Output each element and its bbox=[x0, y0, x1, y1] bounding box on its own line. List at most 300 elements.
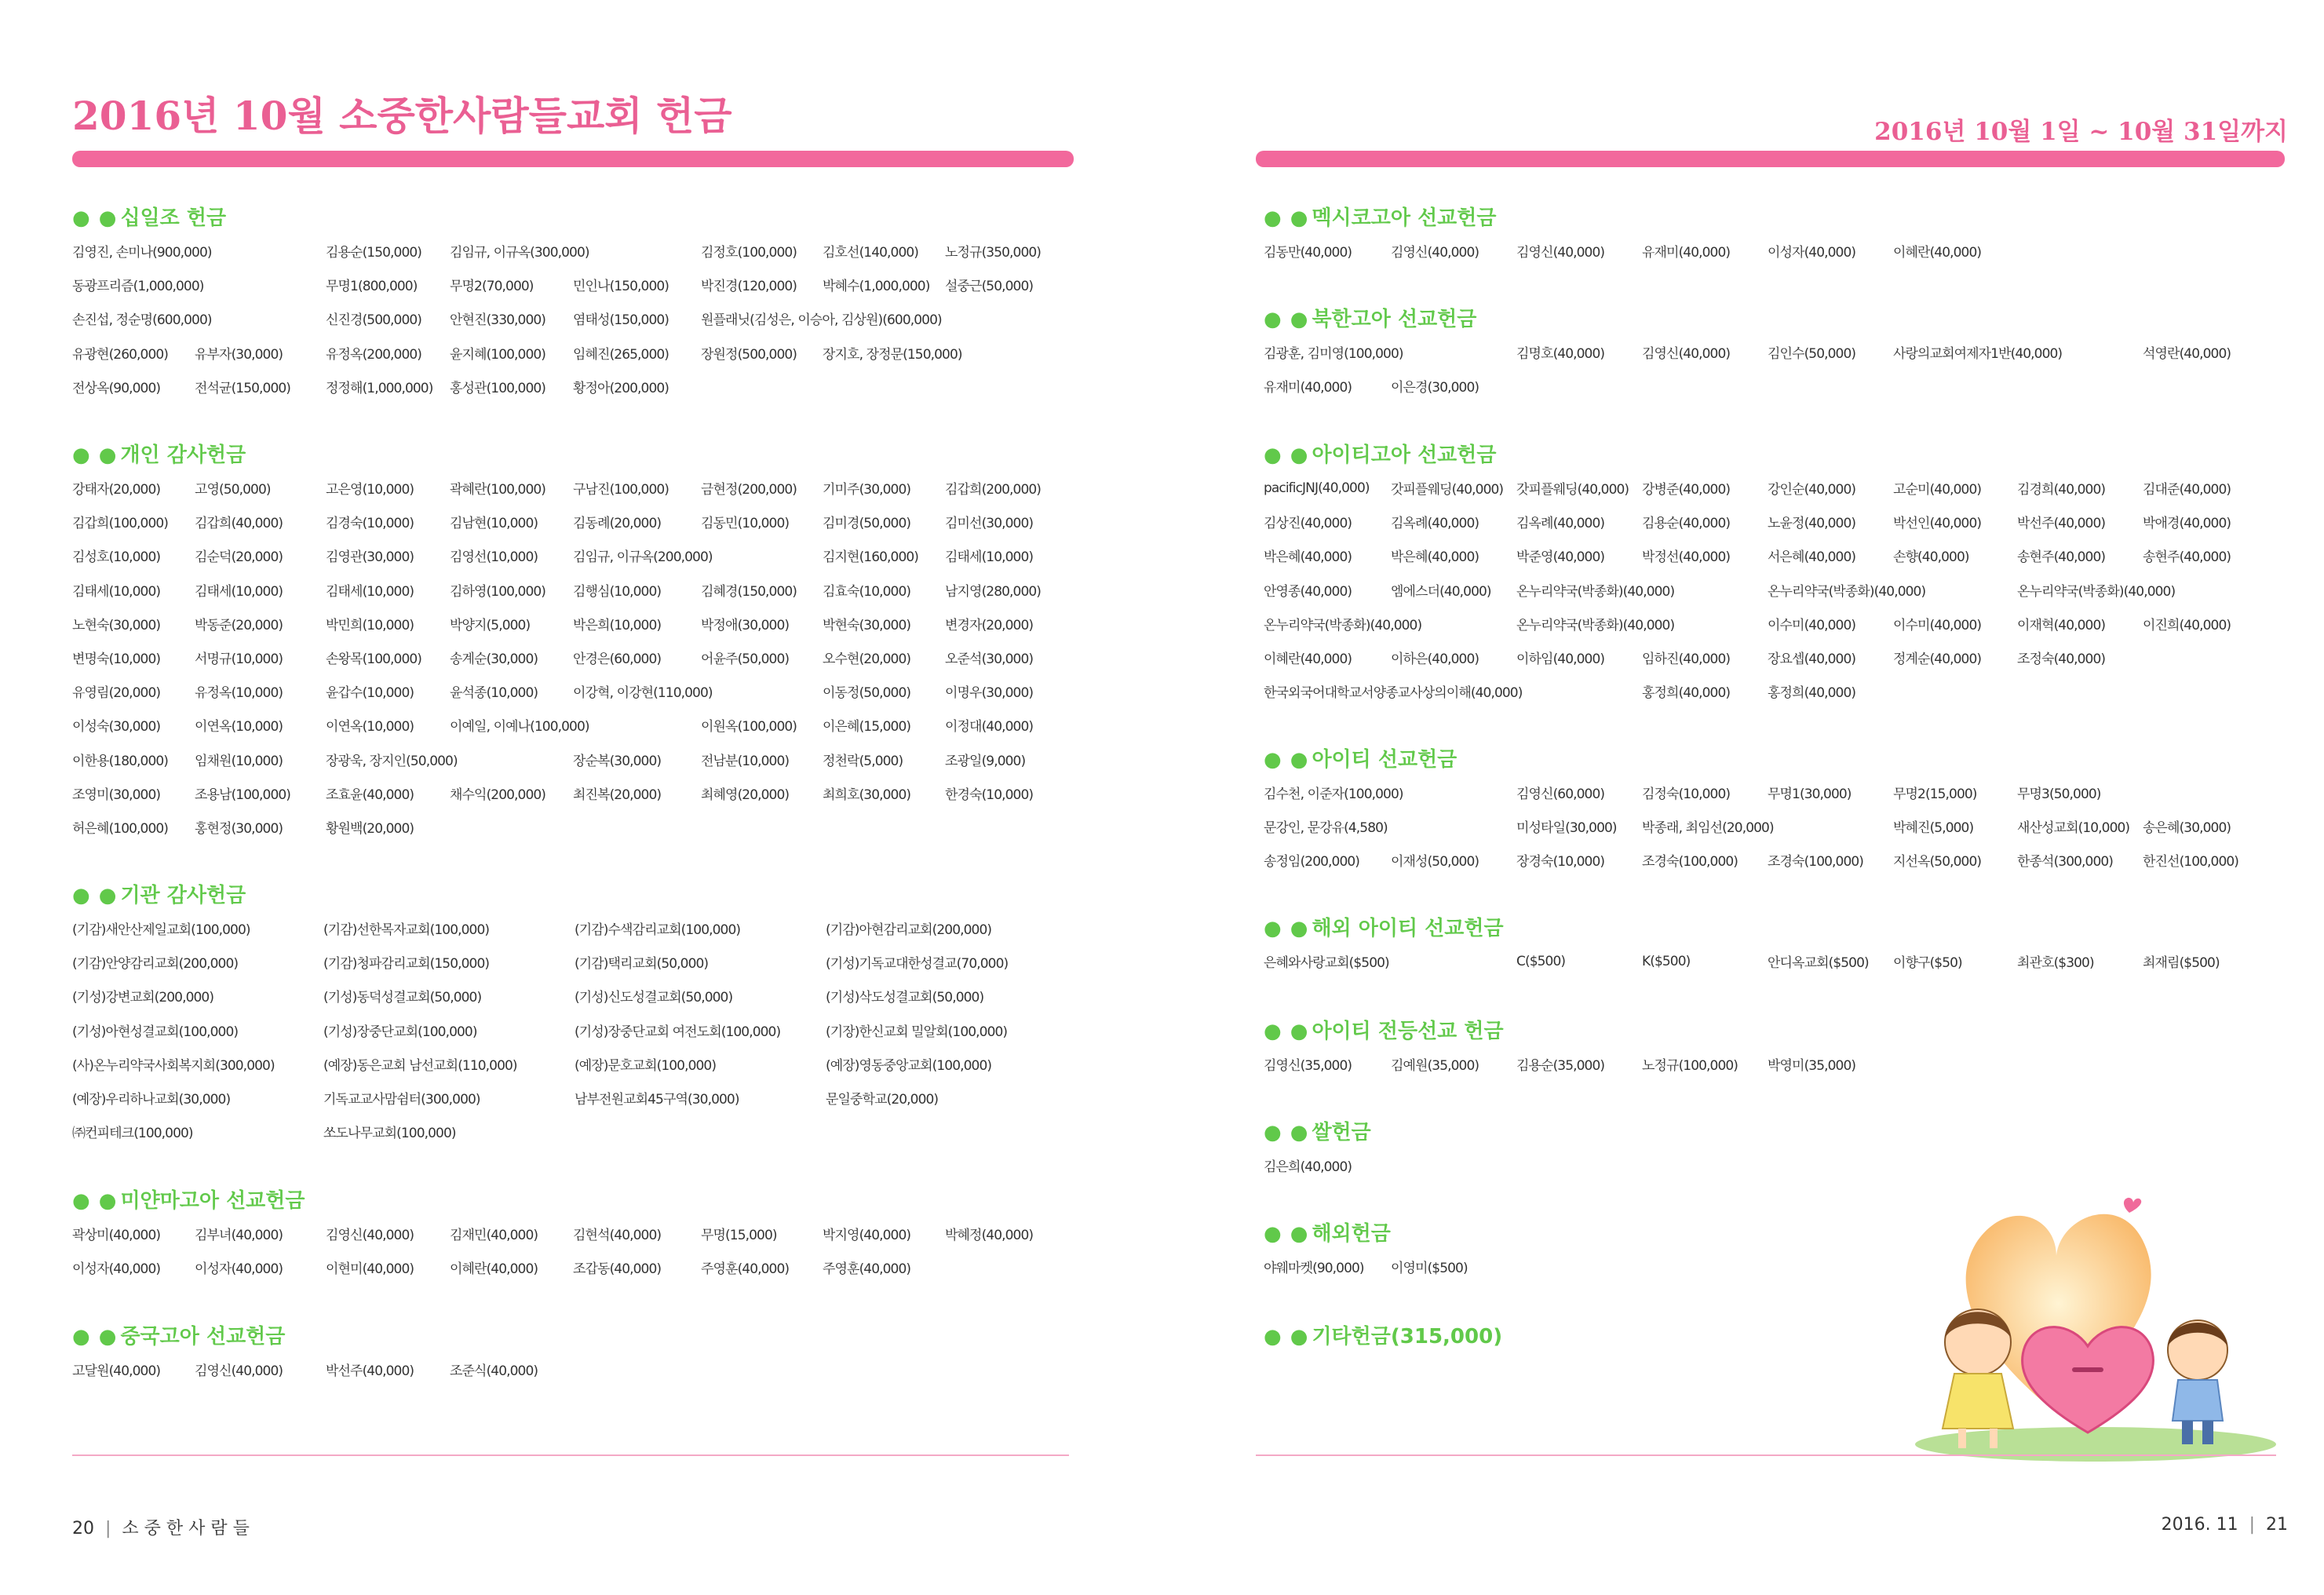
donor-row bbox=[72, 1081, 1085, 1115]
section-heading bbox=[72, 1185, 1085, 1217]
donor-entry: (기성)장중단교회 여전도회(100,000) bbox=[575, 1024, 781, 1040]
section-title: 멕시코고아 선교헌금 bbox=[1312, 206, 1497, 230]
donor-entry: 박은희(10,000) bbox=[573, 617, 662, 633]
donor-entry: 김갑희(40,000) bbox=[195, 516, 283, 532]
donor-row bbox=[1264, 1047, 2292, 1081]
donor-entry: 김광훈, 김미영(100,000) bbox=[1264, 346, 1403, 363]
donor-entry: 김효숙(10,000) bbox=[823, 583, 911, 600]
donor-entry: 최재림($500) bbox=[2143, 955, 2220, 972]
donor-entry: 강태자(20,000) bbox=[72, 482, 161, 498]
donor-entry: 변명숙(10,000) bbox=[72, 652, 161, 668]
donor-entry: 손향(40,000) bbox=[1893, 549, 1969, 566]
donor-entry: (기감)선한목자교회(100,000) bbox=[323, 922, 490, 939]
donor-row bbox=[72, 301, 1085, 335]
donor-entry: 갓피플웨딩(40,000) bbox=[1391, 482, 1504, 498]
donor-entry: 강병준(40,000) bbox=[1642, 482, 1731, 498]
donor-entry: 임하진(40,000) bbox=[1642, 652, 1731, 668]
footer-left bbox=[72, 1515, 255, 1539]
donor-entry: 전상옥(90,000) bbox=[72, 380, 161, 396]
donor-entry: 채수익(200,000) bbox=[450, 787, 546, 803]
donor-entry: 김경숙(10,000) bbox=[326, 516, 414, 532]
donor-row bbox=[72, 573, 1085, 607]
donor-row bbox=[1264, 369, 2292, 403]
donor-entry: 금현정(200,000) bbox=[701, 482, 797, 498]
donor-entry: 이한용(180,000) bbox=[72, 753, 169, 769]
donor-entry: 김호선(140,000) bbox=[823, 245, 919, 261]
donor-entry: 온누리약국(박종화)(40,000) bbox=[1768, 583, 1926, 600]
donor-entry: 박혜진(5,000) bbox=[1893, 820, 1974, 837]
donor-entry: 이하임(40,000) bbox=[1516, 652, 1605, 668]
donor-entry: 조영미(30,000) bbox=[72, 787, 161, 803]
section-title: 아이티고아 선교헌금 bbox=[1312, 443, 1497, 467]
donor-entry: 무명1(30,000) bbox=[1768, 787, 1852, 803]
donor-entry: 박현숙(30,000) bbox=[823, 617, 911, 633]
donor-entry: 이재성(50,000) bbox=[1391, 854, 1479, 870]
donor-entry: 최관호($300) bbox=[2017, 955, 2094, 972]
donor-entry: 김동례(20,000) bbox=[573, 516, 662, 532]
donor-entry: (기감)안양감리교회(200,000) bbox=[72, 956, 239, 973]
donor-entry: 문강인, 문강유(4,580) bbox=[1264, 820, 1388, 837]
donor-entry: 유재미(40,000) bbox=[1264, 380, 1352, 396]
donor-entry: 서명규(10,000) bbox=[195, 652, 283, 668]
donor-entry: 미성타일(30,000) bbox=[1516, 820, 1617, 837]
donor-entry: 이혜란(40,000) bbox=[450, 1261, 538, 1278]
donor-entry: 남지영(280,000) bbox=[945, 583, 1042, 600]
section-title: 해외 아이티 선교헌금 bbox=[1312, 917, 1504, 940]
bullet-dots-icon: ● ● bbox=[1264, 748, 1309, 772]
donor-entry: (기장)한신교회 밀알회(100,000) bbox=[826, 1024, 1008, 1040]
donor-entry: 최혜영(20,000) bbox=[701, 787, 790, 803]
donor-row bbox=[72, 234, 1085, 268]
donor-entry: 김태세(10,000) bbox=[72, 583, 161, 600]
donor-entry: 송현주(40,000) bbox=[2143, 549, 2231, 566]
donor-row bbox=[72, 1047, 1085, 1081]
offering-section bbox=[72, 1185, 1085, 1284]
donor-entry: 야웨마켓(90,000) bbox=[1264, 1261, 1364, 1277]
donor-entry: 구남진(100,000) bbox=[573, 482, 669, 498]
heart-children-illustration bbox=[1860, 1154, 2300, 1468]
donor-row bbox=[72, 538, 1085, 572]
bullet-dots-icon: ● ● bbox=[1264, 1121, 1309, 1144]
donor-entry: 김행심(10,000) bbox=[573, 583, 662, 600]
donor-row bbox=[1264, 335, 2292, 369]
section-title: 북한고아 선교헌금 bbox=[1312, 308, 1477, 331]
section-title: 십일조 헌금 bbox=[120, 206, 227, 230]
donor-entry: 박선주(40,000) bbox=[2017, 516, 2106, 532]
donor-entry: 이진희(40,000) bbox=[2143, 617, 2231, 633]
donor-entry: 이혜란(40,000) bbox=[1893, 245, 1982, 261]
donor-entry: 조광일(9,000) bbox=[945, 753, 1026, 769]
donor-entry: 변경자(20,000) bbox=[945, 617, 1034, 633]
donor-entry: 김은희(40,000) bbox=[1264, 1159, 1352, 1176]
donor-entry: 이은경(30,000) bbox=[1391, 380, 1479, 396]
donor-entry: 이현미(40,000) bbox=[326, 1261, 414, 1278]
donor-row bbox=[72, 505, 1085, 538]
donor-entry: 김지현(160,000) bbox=[823, 549, 919, 566]
donor-entry: 장경숙(10,000) bbox=[1516, 854, 1605, 870]
donor-entry: 박정애(30,000) bbox=[701, 617, 790, 633]
donor-entry: (기성)강변교회(200,000) bbox=[72, 990, 214, 1006]
donor-entry: 김순덕(20,000) bbox=[195, 549, 283, 566]
donor-row bbox=[1264, 538, 2292, 572]
donor-entry: 송정임(200,000) bbox=[1264, 854, 1360, 870]
donor-entry: 한국외국어대학교서양종교사상의이해(40,000) bbox=[1264, 685, 1523, 702]
donor-entry: 이성숙(30,000) bbox=[72, 719, 161, 735]
donor-entry: 노정규(350,000) bbox=[945, 245, 1042, 261]
offering-section bbox=[72, 203, 1085, 403]
bottom-divider bbox=[72, 1454, 1069, 1456]
right-page bbox=[1162, 0, 2324, 1595]
donor-entry: K($500) bbox=[1642, 953, 1691, 969]
donor-entry: 기독교교사맘쉼터(300,000) bbox=[323, 1092, 480, 1108]
bullet-dots-icon: ● ● bbox=[1264, 1020, 1309, 1043]
donor-entry: 김영신(40,000) bbox=[1391, 245, 1479, 261]
donor-entry: 이명우(30,000) bbox=[945, 685, 1034, 702]
donor-entry: 무명2(15,000) bbox=[1893, 787, 1977, 803]
donor-row bbox=[1264, 776, 2292, 809]
donor-entry: 김영관(30,000) bbox=[326, 549, 414, 566]
donor-entry: (기성)삭도성결교회(50,000) bbox=[826, 990, 984, 1006]
donor-entry: 김옥례(40,000) bbox=[1516, 516, 1605, 532]
donor-row bbox=[72, 674, 1085, 708]
donor-entry: 이성자(40,000) bbox=[195, 1261, 283, 1278]
donor-entry: 윤석종(10,000) bbox=[450, 685, 538, 702]
donor-entry: 박혜정(40,000) bbox=[945, 1228, 1034, 1244]
section-heading bbox=[72, 880, 1085, 911]
publication-name: 소중한사람들 bbox=[122, 1519, 255, 1538]
issue-date: 2016. 11 bbox=[2161, 1515, 2238, 1535]
donor-entry: 손진섭, 정순명(600,000) bbox=[72, 312, 212, 329]
donor-entry: 김태세(10,000) bbox=[195, 583, 283, 600]
section-heading bbox=[1264, 1016, 2292, 1047]
donor-entry: 김임규, 이규옥(200,000) bbox=[573, 549, 713, 566]
donor-entry: 유부자(30,000) bbox=[195, 346, 283, 363]
donor-entry: 고영(50,000) bbox=[195, 482, 271, 498]
donor-entry: ㈜컨피테크(100,000) bbox=[72, 1126, 193, 1142]
donor-entry: 장광욱, 장지인(50,000) bbox=[326, 753, 458, 769]
donor-entry: 주영훈(40,000) bbox=[701, 1261, 790, 1278]
donor-entry: pacificJNJ(40,000) bbox=[1264, 480, 1370, 496]
donor-row bbox=[1264, 809, 2292, 843]
donor-entry: 김영신(60,000) bbox=[1516, 787, 1605, 803]
donor-row bbox=[72, 1250, 1085, 1284]
donor-entry: 유재미(40,000) bbox=[1642, 245, 1731, 261]
donor-row bbox=[72, 1115, 1085, 1148]
offering-section bbox=[1264, 1016, 2292, 1081]
donor-row bbox=[72, 607, 1085, 641]
section-heading bbox=[72, 203, 1085, 234]
section-heading bbox=[1264, 203, 2292, 234]
donor-entry: 김태세(10,000) bbox=[945, 549, 1034, 566]
donor-entry: 장요셉(40,000) bbox=[1768, 652, 1856, 668]
donor-entry: 김부녀(40,000) bbox=[195, 1228, 283, 1244]
donor-entry: 조정숙(40,000) bbox=[2017, 652, 2106, 668]
offering-section bbox=[1264, 304, 2292, 403]
donor-row bbox=[72, 268, 1085, 301]
donor-entry: 무명(15,000) bbox=[701, 1228, 777, 1244]
donor-row bbox=[72, 945, 1085, 979]
donor-entry: 홍정희(40,000) bbox=[1642, 685, 1731, 702]
donor-entry: 박은혜(40,000) bbox=[1391, 549, 1479, 566]
donor-entry: 사랑의교회여제자1반(40,000) bbox=[1893, 346, 2063, 363]
donor-entry: 김갑희(100,000) bbox=[72, 516, 169, 532]
donor-entry: (예장)동은교회 남선교회(110,000) bbox=[323, 1057, 517, 1074]
donor-entry: 유광현(260,000) bbox=[72, 346, 169, 363]
section-title: 기타헌금(315,000) bbox=[1312, 1325, 1503, 1349]
section-heading bbox=[1264, 440, 2292, 471]
donor-entry: 윤갑수(10,000) bbox=[326, 685, 414, 702]
girl-figure bbox=[1943, 1309, 2013, 1448]
donor-entry: 김수천, 이준자(100,000) bbox=[1264, 787, 1403, 803]
donor-row bbox=[72, 1013, 1085, 1047]
footer-separator: | bbox=[105, 1519, 111, 1538]
donor-entry: 장순복(30,000) bbox=[573, 753, 662, 769]
offering-section bbox=[1264, 440, 2292, 708]
donor-entry: 송계순(30,000) bbox=[450, 652, 538, 668]
donor-entry: 김남현(10,000) bbox=[450, 516, 538, 532]
page-number: 20 bbox=[72, 1519, 94, 1538]
donor-entry: 최진복(20,000) bbox=[573, 787, 662, 803]
donor-entry: (기성)장중단교회(100,000) bbox=[323, 1024, 477, 1040]
donor-entry: 신진경(500,000) bbox=[326, 312, 422, 329]
offering-section bbox=[1264, 203, 2292, 268]
donor-entry: 김영진, 손미나(900,000) bbox=[72, 245, 212, 261]
donor-entry: 남부전원교회45구역(30,000) bbox=[575, 1092, 739, 1108]
donor-entry: 박혜수(1,000,000) bbox=[823, 279, 930, 295]
section-title: 해외헌금 bbox=[1312, 1222, 1391, 1246]
bullet-dots-icon: ● ● bbox=[1264, 308, 1309, 331]
donor-entry: 민인나(150,000) bbox=[573, 279, 669, 295]
donor-entry: 김성호(10,000) bbox=[72, 549, 161, 566]
donor-entry: 김혜경(150,000) bbox=[701, 583, 797, 600]
footer-right bbox=[2162, 1515, 2288, 1535]
donor-entry: 고순미(40,000) bbox=[1893, 482, 1982, 498]
bullet-dots-icon: ● ● bbox=[1264, 443, 1309, 467]
donor-entry: 박선인(40,000) bbox=[1893, 516, 1982, 532]
donor-entry: (예장)문호교회(100,000) bbox=[575, 1057, 717, 1074]
section-title: 개인 감사헌금 bbox=[120, 443, 246, 467]
donor-entry: 어윤주(50,000) bbox=[701, 652, 790, 668]
donor-entry: (기성)신도성결교회(50,000) bbox=[575, 990, 733, 1006]
donor-row bbox=[72, 370, 1085, 403]
donor-entry: 이혜란(40,000) bbox=[1264, 652, 1352, 668]
offering-section bbox=[72, 440, 1085, 844]
donor-entry: 한진선(100,000) bbox=[2143, 854, 2239, 870]
donor-row bbox=[1264, 674, 2292, 708]
donor-entry: 유정옥(10,000) bbox=[195, 685, 283, 702]
donor-entry: 이강혁, 이강현(110,000) bbox=[573, 685, 713, 702]
section-title: 아이티 전등선교 헌금 bbox=[1312, 1020, 1504, 1043]
donor-entry: 김동만(40,000) bbox=[1264, 245, 1352, 261]
donor-entry: (예장)우리하나교회(30,000) bbox=[72, 1092, 231, 1108]
donor-entry: 김영신(35,000) bbox=[1264, 1058, 1352, 1075]
donor-entry: 고은영(10,000) bbox=[326, 482, 414, 498]
donor-entry: 이연옥(10,000) bbox=[326, 719, 414, 735]
title-underline-bar bbox=[72, 151, 1074, 167]
donor-entry: 손왕목(100,000) bbox=[326, 652, 422, 668]
donor-entry: 안영종(40,000) bbox=[1264, 583, 1352, 600]
donor-entry: 이수미(40,000) bbox=[1893, 617, 1982, 633]
donor-entry: (기성)동덕성결교회(50,000) bbox=[323, 990, 482, 1006]
donor-entry: 석영란(40,000) bbox=[2143, 346, 2231, 363]
donor-entry: 이재혁(40,000) bbox=[2017, 617, 2106, 633]
donor-entry: 서은혜(40,000) bbox=[1768, 549, 1856, 566]
donor-entry: 김옥례(40,000) bbox=[1391, 516, 1479, 532]
donor-row bbox=[1264, 843, 2292, 877]
donor-entry: 전석균(150,000) bbox=[195, 380, 291, 396]
donor-entry: 윤지혜(100,000) bbox=[450, 346, 546, 363]
donor-entry: 노윤정(40,000) bbox=[1768, 516, 1856, 532]
donor-entry: 온누리약국(박종화)(40,000) bbox=[1264, 617, 1422, 633]
donor-entry: 유정옥(200,000) bbox=[326, 346, 422, 363]
donor-entry: 곽상미(40,000) bbox=[72, 1228, 161, 1244]
donor-entry: 이원옥(100,000) bbox=[701, 719, 797, 735]
donor-entry: 김정숙(10,000) bbox=[1642, 787, 1731, 803]
bullet-dots-icon: ● ● bbox=[72, 443, 118, 467]
donor-entry: 최희호(30,000) bbox=[823, 787, 911, 803]
donor-entry: 정계순(40,000) bbox=[1893, 652, 1982, 668]
bullet-dots-icon: ● ● bbox=[1264, 1325, 1309, 1349]
donor-entry: 은혜와사랑교회($500) bbox=[1264, 955, 1389, 972]
donor-entry: 고달원(40,000) bbox=[72, 1363, 161, 1380]
donor-entry: 유영림(20,000) bbox=[72, 685, 161, 702]
donor-entry: 박종래, 최임선(20,000) bbox=[1642, 820, 1774, 837]
bullet-dots-icon: ● ● bbox=[72, 884, 118, 907]
donor-entry: 김경희(40,000) bbox=[2017, 482, 2106, 498]
donor-entry: 김영신(40,000) bbox=[326, 1228, 414, 1244]
donor-entry: 이성자(40,000) bbox=[72, 1261, 161, 1278]
section-title: 쌀헌금 bbox=[1312, 1121, 1371, 1144]
donor-entry: 염태성(150,000) bbox=[573, 312, 669, 329]
footer-separator: | bbox=[2249, 1515, 2255, 1535]
donor-entry: 이연옥(10,000) bbox=[195, 719, 283, 735]
donor-entry: 이영미($500) bbox=[1391, 1261, 1468, 1277]
donor-row bbox=[72, 810, 1085, 844]
donor-entry: (기성)기독교대한성결교(70,000) bbox=[826, 956, 1009, 973]
donor-entry: 노정규(100,000) bbox=[1642, 1058, 1738, 1075]
donor-entry: 김동민(10,000) bbox=[701, 516, 790, 532]
donor-entry: 박은혜(40,000) bbox=[1264, 549, 1352, 566]
small-heart-icon bbox=[2124, 1198, 2141, 1213]
section-heading bbox=[72, 1321, 1085, 1352]
donor-entry: 송현주(40,000) bbox=[2017, 549, 2106, 566]
donor-entry: (기감)청파감리교회(150,000) bbox=[323, 956, 490, 973]
donor-entry: 새산성교회(10,000) bbox=[2017, 820, 2130, 837]
donor-entry: 곽혜란(100,000) bbox=[450, 482, 546, 498]
bottom-divider bbox=[1256, 1454, 2276, 1456]
donor-entry: 김예원(35,000) bbox=[1391, 1058, 1479, 1075]
donor-row bbox=[72, 641, 1085, 674]
offering-section bbox=[72, 1321, 1085, 1386]
offering-section bbox=[1264, 913, 2292, 978]
section-heading bbox=[1264, 304, 2292, 335]
donor-entry: 김대준(40,000) bbox=[2143, 482, 2231, 498]
donor-entry: 조경숙(100,000) bbox=[1768, 854, 1864, 870]
donor-entry: 이예일, 이예나(100,000) bbox=[450, 719, 589, 735]
donor-entry: 무명2(70,000) bbox=[450, 279, 534, 295]
donor-entry: 박민희(10,000) bbox=[326, 617, 414, 633]
donor-row bbox=[72, 743, 1085, 776]
donor-entry: 임혜진(265,000) bbox=[573, 346, 669, 363]
donor-row bbox=[72, 336, 1085, 370]
donor-entry: 김임규, 이규옥(300,000) bbox=[450, 245, 589, 261]
bullet-dots-icon: ● ● bbox=[1264, 1222, 1309, 1246]
section-heading bbox=[1264, 913, 2292, 944]
section-heading bbox=[1264, 744, 2292, 776]
donor-entry: 노현숙(30,000) bbox=[72, 617, 161, 633]
donor-entry: 안디옥교회($500) bbox=[1768, 955, 1869, 972]
donor-row bbox=[72, 979, 1085, 1013]
donor-entry: 온누리약국(박종화)(40,000) bbox=[1516, 617, 1675, 633]
donor-row bbox=[72, 1352, 1085, 1386]
donor-entry: 이동정(50,000) bbox=[823, 685, 911, 702]
section-title: 기관 감사헌금 bbox=[120, 884, 246, 907]
donor-entry: 황정아(200,000) bbox=[573, 380, 669, 396]
donor-row bbox=[72, 1217, 1085, 1250]
donor-entry: 김미경(50,000) bbox=[823, 516, 911, 532]
page-number: 21 bbox=[2266, 1515, 2288, 1535]
section-title: 아이티 선교헌금 bbox=[1312, 748, 1458, 772]
donor-row bbox=[72, 911, 1085, 945]
donor-entry: 갓피플웨딩(40,000) bbox=[1516, 482, 1629, 498]
donor-entry: 김용순(150,000) bbox=[326, 245, 422, 261]
bullet-dots-icon: ● ● bbox=[1264, 917, 1309, 940]
donor-entry: 박애경(40,000) bbox=[2143, 516, 2231, 532]
donor-entry: 동광프리즘(1,000,000) bbox=[72, 279, 204, 295]
donor-entry: 이정대(40,000) bbox=[945, 719, 1034, 735]
donor-entry: 오수현(20,000) bbox=[823, 652, 911, 668]
donor-entry: 황원백(20,000) bbox=[326, 820, 414, 837]
donor-entry: 정정해(1,000,000) bbox=[326, 380, 433, 396]
section-title: 미얀마고아 선교헌금 bbox=[120, 1189, 305, 1213]
donor-entry: 조경숙(100,000) bbox=[1642, 854, 1738, 870]
page-title: 2016년 10월 소중한사람들교회 헌금 bbox=[72, 93, 732, 139]
donor-entry: 김정호(100,000) bbox=[701, 245, 797, 261]
donor-entry: 조갑동(40,000) bbox=[573, 1261, 662, 1278]
donor-entry: 강인순(40,000) bbox=[1768, 482, 1856, 498]
donor-entry: 정천락(5,000) bbox=[823, 753, 903, 769]
donor-entry: 조용남(100,000) bbox=[195, 787, 291, 803]
donor-entry: (사)온누리약국사회복지회(300,000) bbox=[72, 1057, 275, 1074]
donor-entry: 김명호(40,000) bbox=[1516, 346, 1605, 363]
boy-figure bbox=[2168, 1320, 2227, 1444]
offering-section bbox=[1264, 744, 2292, 878]
donor-entry: 한경숙(10,000) bbox=[945, 787, 1034, 803]
donor-entry: 안경은(60,000) bbox=[573, 652, 662, 668]
donor-entry: 한종석(300,000) bbox=[2017, 854, 2114, 870]
donor-row bbox=[1264, 471, 2292, 505]
donor-entry: 조준식(40,000) bbox=[450, 1363, 538, 1380]
donor-entry: 조효윤(40,000) bbox=[326, 787, 414, 803]
donor-entry: 김재민(40,000) bbox=[450, 1228, 538, 1244]
donor-entry: 엠에스더(40,000) bbox=[1391, 583, 1491, 600]
donor-entry: 오준석(30,000) bbox=[945, 652, 1034, 668]
donor-entry: 허은혜(100,000) bbox=[72, 820, 169, 837]
donor-entry: 박선주(40,000) bbox=[326, 1363, 414, 1380]
donor-entry: 김용순(35,000) bbox=[1516, 1058, 1605, 1075]
donor-entry: 이성자(40,000) bbox=[1768, 245, 1856, 261]
donor-entry: 홍정희(40,000) bbox=[1768, 685, 1856, 702]
donor-entry: 박양지(5,000) bbox=[450, 617, 531, 633]
donor-entry: 지선옥(50,000) bbox=[1893, 854, 1982, 870]
donor-entry: 홍현정(30,000) bbox=[195, 820, 283, 837]
bullet-dots-icon: ● ● bbox=[1264, 206, 1309, 230]
bullet-dots-icon: ● ● bbox=[72, 206, 118, 230]
date-range: 2016년 10월 1일 ~ 10월 31일까지 bbox=[1874, 118, 2288, 146]
donor-entry: 김갑희(200,000) bbox=[945, 482, 1042, 498]
donor-entry: 안현진(330,000) bbox=[450, 312, 546, 329]
donor-entry: 이향구($50) bbox=[1893, 955, 1962, 972]
